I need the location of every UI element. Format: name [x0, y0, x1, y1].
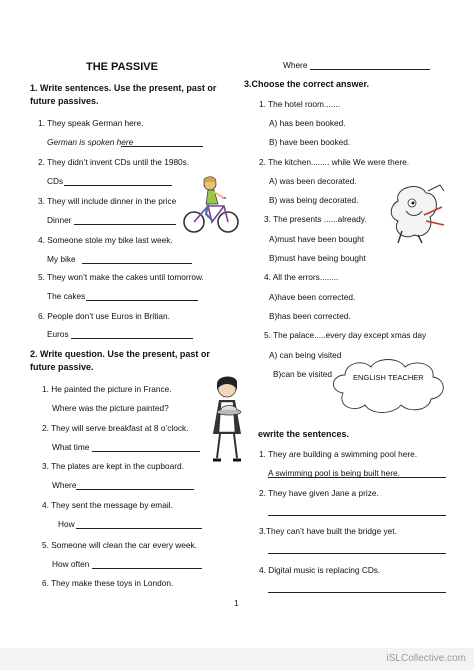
- s2-answer-line-3: [76, 489, 194, 490]
- s1-answer-4: My bike: [47, 254, 76, 264]
- waitress-illustration: [207, 376, 247, 466]
- s3-option-5b: B)can be visited: [273, 369, 333, 379]
- s4-answer-line-1: [268, 477, 446, 478]
- s2-answer-4: How: [58, 519, 75, 529]
- where-label: Where: [283, 60, 308, 70]
- s2-question-1: 1. He painted the picture in France.: [42, 384, 172, 394]
- s4-answer-1: A swimming pool is being built here.: [268, 468, 400, 478]
- s1-answer-3: Dinner: [47, 215, 72, 225]
- s2-question-5: 5. Someone will clean the car every week.: [42, 540, 197, 550]
- watermark: iSLCollective.com: [386, 653, 466, 664]
- s2-answer-line-5: [92, 568, 202, 569]
- s1-answer-line-3: [74, 224, 176, 225]
- section-2-heading-line1: 2. Write question. Use the present, past or: [30, 349, 210, 359]
- s2-question-2: 2. They will serve breakfast at 8 o’clock.: [42, 423, 189, 433]
- s2-question-4: 4. They sent the message by email.: [42, 500, 173, 510]
- s2-answer-line-4: [76, 528, 202, 529]
- s1-answer-line-6: [71, 338, 193, 339]
- s1-question-3: 3. They will include dinner in the price: [38, 196, 177, 206]
- s2-question-3: 3. The plates are kept in the cupboard.: [42, 461, 184, 471]
- s1-answer-line-2: [64, 185, 172, 186]
- s3-option-1b: B) have been booked.: [269, 137, 351, 147]
- s4-question-3: 3.They can’t have built the bridge yet.: [259, 526, 397, 536]
- s2-answer-1: Where was the picture painted?: [52, 403, 169, 413]
- s3-option-1a: A) has been booked.: [269, 118, 346, 128]
- s1-answer-2: CDs: [47, 176, 64, 186]
- s1-question-2: 2. They didn’t invent CDs until the 1980s.: [38, 157, 190, 167]
- s1-question-6: 6. People don’t use Euros in Britian.: [38, 311, 170, 321]
- s4-answer-line-3: [268, 553, 446, 554]
- section-1-heading-line2: future passives.: [30, 96, 99, 106]
- s2-answer-2: What time: [52, 442, 90, 452]
- s3-option-4a: A)have been corrected.: [269, 292, 356, 302]
- where-answer-line: [310, 69, 430, 70]
- s2-answer-5: How often: [52, 559, 90, 569]
- s3-option-4b: B)has been corrected.: [269, 311, 351, 321]
- s1-answer-line-4: [82, 263, 192, 264]
- cartoon-character-illustration: [384, 181, 448, 245]
- s2-question-6: 6. They make these toys in London.: [42, 578, 174, 588]
- s3-question-3: 3. The presents ......already.: [264, 214, 367, 224]
- s1-answer-5: The cakes: [47, 291, 86, 301]
- section-1-heading-line1: 1. Write sentences. Use the present, past or: [30, 83, 217, 93]
- s4-answer-line-2: [268, 515, 446, 516]
- s3-question-4: 4. All the errors........: [264, 272, 339, 282]
- s4-question-2: 2. They have given Jane a prize.: [259, 488, 379, 498]
- section-3-heading: 3.Choose the correct answer.: [244, 79, 370, 89]
- s3-question-1: 1. The hotel room.......: [259, 99, 341, 109]
- s1-answer-line-5: [86, 300, 198, 301]
- s1-answer-1: German is spoken here: [47, 137, 134, 147]
- s1-answer-6: Euros: [47, 329, 69, 339]
- s3-option-2a: A) was been decorated.: [269, 176, 357, 186]
- s2-answer-3: Where: [52, 480, 77, 490]
- s3-question-2: 2. The kitchen........ while We were there.: [259, 157, 410, 167]
- cloud-label: ENGLISH TEACHER: [353, 373, 424, 382]
- s3-option-2b: B) was being decorated.: [269, 195, 359, 205]
- footer-bar: [0, 648, 474, 670]
- s4-question-1: 1. They are building a swimming pool here.: [259, 449, 418, 459]
- page-number: 1: [234, 598, 239, 608]
- s1-answer-line-1: [121, 146, 203, 147]
- s1-question-5: 5. They won’t make the cakes until tomorrow.: [38, 272, 204, 282]
- section-2-heading-line2: future passive.: [30, 362, 94, 372]
- s3-option-3a: A)must have been bought: [269, 234, 365, 244]
- s3-question-5: 5. The palace.....every day except xmas day: [264, 330, 427, 340]
- cyclist-illustration: [180, 176, 242, 238]
- s3-option-3b: B)must have being bought: [269, 253, 366, 263]
- section-4-heading: ewrite the sentences.: [258, 429, 350, 439]
- s1-question-1: 1. They speak German here.: [38, 118, 144, 128]
- s3-option-5a: A) can being visited: [269, 350, 342, 360]
- s1-question-4: 4. Someone stole my bike last week.: [38, 235, 173, 245]
- s2-answer-line-2: [92, 451, 200, 452]
- cloud-shape: [325, 355, 450, 415]
- s4-answer-line-4: [268, 592, 446, 593]
- worksheet-title: THE PASSIVE: [86, 61, 158, 73]
- s4-question-4: 4. Digital music is replacing CDs.: [259, 565, 381, 575]
